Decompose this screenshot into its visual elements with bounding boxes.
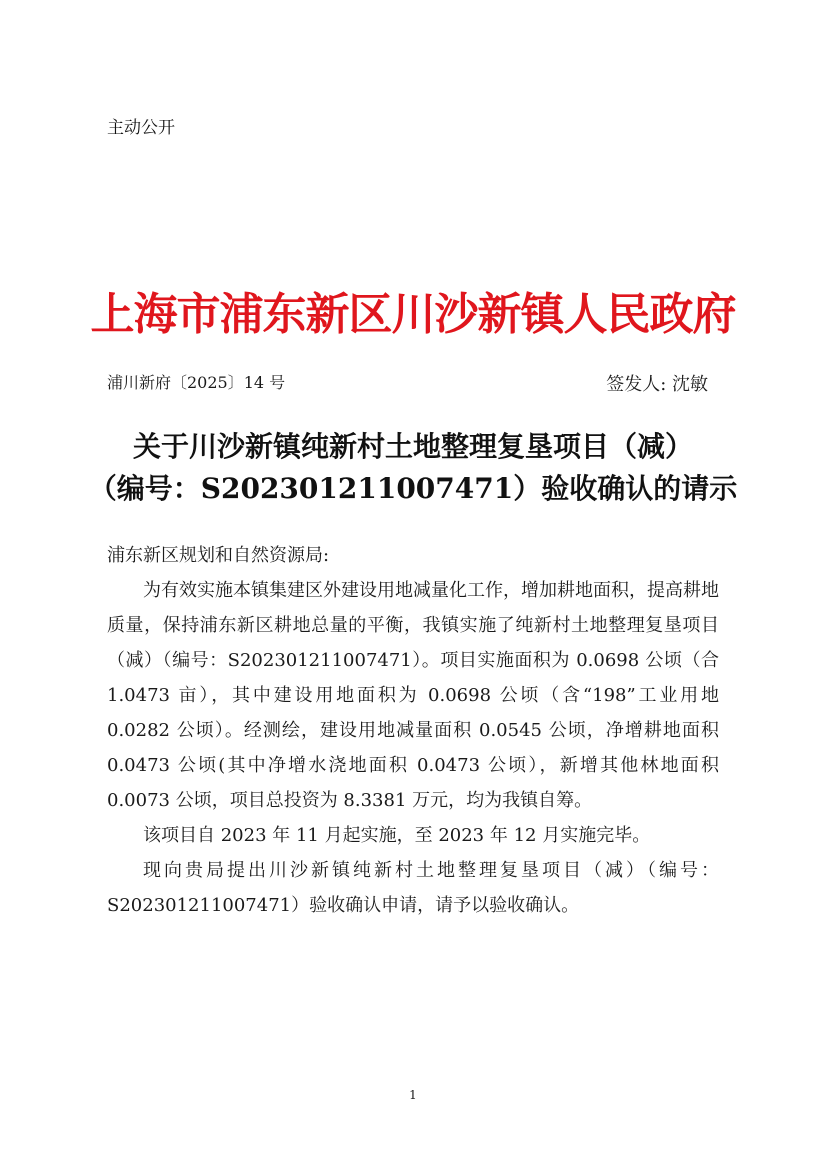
addressee: 浦东新区规划和自然资源局: [107,545,330,566]
title-line-2: （编号：S202301211007471）验收确认的请示 [88,472,738,505]
body-paragraph-3: 现向贵局提出川沙新镇纯新村土地整理复垦项目（减）（编号：S202301211007471）验收确认申请，请予以验收确认。 [107,860,719,916]
body-paragraph-1: 为有效实施本镇集建区外建设用地减量化工作，增加耕地面积，提高耕地质量，保持浦东新区耕地总量的平衡，我镇实施了纯新村土地整理复垦项目（减）（编号：S202301211007471）。项目实施面积为 0.0698 公顷（合 1.0473 亩），其中建设用地面积为 0.0698 公顷（含“198”工业用地 0.0282 公顷）。经测绘，建设用地减量面积 0.0545 公顷，净增耕地面积 0.0473 公顷(其中净增水浇地面积 0.0473 公顷），新增其他林地面积 0.0073 公顷，项目总投资为 8.3381 万元，均为我镇自筹。 [107,580,719,811]
signer: 签发人: 沈敏 [606,374,708,395]
document-body [107,538,719,923]
page-number: 1 [409,1088,417,1102]
document-meta-row [107,370,708,394]
issuing-organization-title: 上海市浦东新区川沙新镇人民政府 [90,289,736,340]
disclosure-label: 主动公开 [107,118,175,138]
document-title [0,426,826,510]
body-paragraph-2: 该项目自 2023 年 11 月起实施，至 2023 年 12 月实施完毕。 [143,825,651,846]
title-line-1: 关于川沙新镇纯新村土地整理复垦项目（减） [132,430,693,463]
document-number: 浦川新府〔2025〕14 号 [107,373,286,392]
